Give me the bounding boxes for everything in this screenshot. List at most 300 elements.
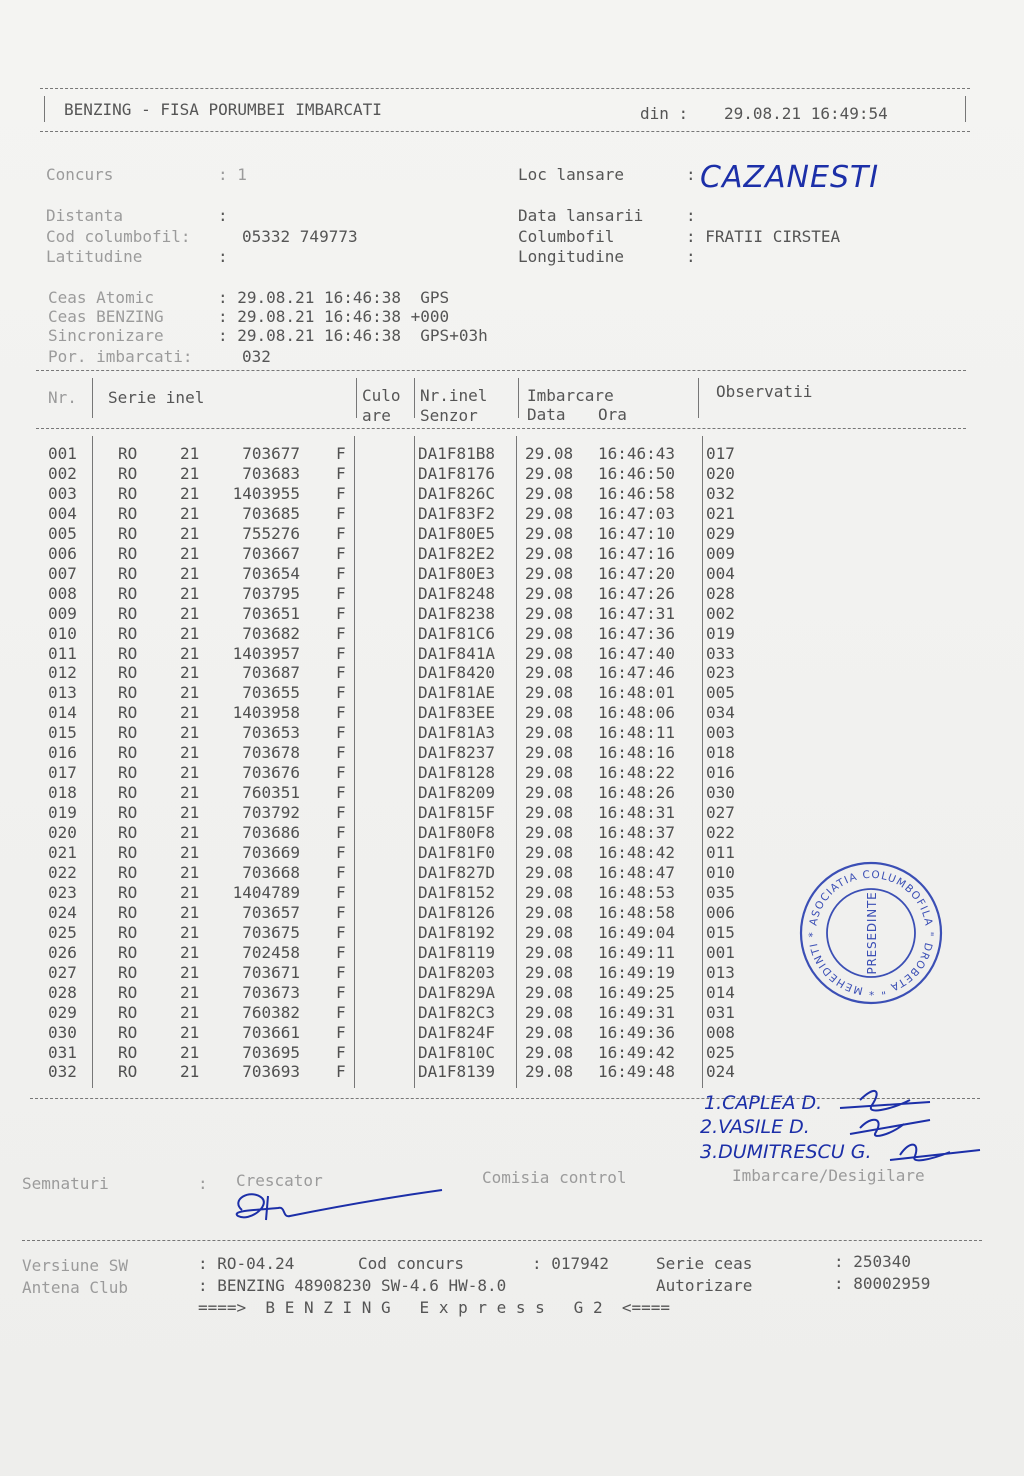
cell-an: 21 (180, 723, 200, 743)
col-header-ora: Ora (598, 405, 627, 424)
commission-member-3: 3.DUMITRESCU G. (700, 1141, 872, 1163)
cell-nr: 001 (48, 444, 77, 463)
cell-inel: 703792 (242, 803, 300, 823)
cell-nr: 011 (48, 643, 77, 663)
cell-data: 29.08 (525, 783, 574, 803)
cell-ora: 16:47:16 (598, 543, 676, 563)
cell-tara: RO (118, 523, 138, 543)
cell-nr: 018 (48, 783, 77, 803)
cell-observatii: 015 (706, 922, 735, 942)
cell-an: 21 (180, 743, 200, 763)
cell-observatii: 004 (706, 563, 735, 583)
cod-columbofil-value: 05332 749773 (242, 227, 358, 246)
cell-ora: 16:49:36 (598, 1022, 676, 1042)
cell-inel: 703678 (242, 743, 300, 763)
cell-nr: 005 (48, 523, 77, 543)
cell-nr: 008 (48, 583, 77, 603)
cell-ora: 16:48:01 (598, 683, 676, 703)
cell-inel: 1403957 (232, 643, 300, 663)
cell-inel: 703667 (242, 543, 300, 563)
cell-observatii: 021 (706, 503, 735, 523)
cell-observatii: 033 (706, 643, 735, 663)
cell-inel: 703655 (242, 683, 300, 703)
table-header-rule (36, 428, 966, 429)
cell-an: 21 (180, 483, 200, 503)
cell-inel: 703676 (242, 763, 300, 783)
cell-data: 29.08 (525, 743, 574, 763)
cell-nr: 009 (48, 603, 77, 623)
cell-ora: 16:47:36 (598, 623, 676, 643)
imbarcare-desigilare-label: Imbarcare/Desigilare (732, 1166, 925, 1185)
antena-club-value: : BENZING 48908230 SW-4.6 HW-8.0 (198, 1276, 507, 1295)
cell-nr: 019 (48, 803, 77, 823)
cell-observatii: 006 (706, 902, 735, 922)
sincronizare-label: Sincronizare (48, 326, 164, 345)
col-divider-culoare (414, 378, 415, 418)
din-label: din : (640, 104, 689, 123)
cell-observatii: 023 (706, 663, 735, 683)
cell-nr: 021 (48, 843, 77, 862)
cell-data: 29.08 (525, 843, 574, 862)
cell-inel: 703677 (242, 444, 300, 463)
cell-an: 21 (180, 623, 200, 643)
cell-tara: RO (118, 1062, 138, 1082)
cell-nr: 016 (48, 743, 77, 763)
cell-observatii: 009 (706, 543, 735, 563)
cell-inel: 1404789 (232, 882, 300, 902)
cell-nr: 022 (48, 862, 77, 882)
semnaturi-colon: : (198, 1174, 208, 1193)
cell-senzor: DA1F8203 (418, 962, 496, 982)
cell-nr: 017 (48, 763, 77, 783)
cell-tara: RO (118, 603, 138, 623)
crescator-signature (220, 1180, 460, 1240)
cell-an: 21 (180, 763, 200, 783)
cell-an: 21 (180, 523, 200, 543)
cell-an: 21 (180, 783, 200, 803)
cell-data: 29.08 (525, 483, 574, 503)
cell-sex: F (336, 543, 346, 563)
cell-data: 29.08 (525, 444, 574, 463)
cell-observatii: 005 (706, 683, 735, 703)
cell-observatii: 019 (706, 623, 735, 643)
cell-tara: RO (118, 444, 138, 463)
cell-inel: 760351 (242, 783, 300, 803)
cell-sex: F (336, 683, 346, 703)
cell-ora: 16:48:22 (598, 763, 676, 783)
cell-an: 21 (180, 643, 200, 663)
cell-nr: 006 (48, 543, 77, 563)
antena-club-label: Antena Club (22, 1278, 128, 1297)
cell-nr: 013 (48, 683, 77, 703)
cell-inel: 703693 (242, 1062, 300, 1082)
cell-an: 21 (180, 1062, 200, 1082)
cell-sex: F (336, 583, 346, 603)
cell-senzor: DA1F815F (418, 803, 496, 823)
cell-senzor: DA1F81A3 (418, 723, 496, 743)
cell-data: 29.08 (525, 1062, 574, 1082)
cell-nr: 028 (48, 982, 77, 1002)
cell-inel: 703673 (242, 982, 300, 1002)
cell-ora: 16:47:10 (598, 523, 676, 543)
cell-ora: 16:47:20 (598, 563, 676, 583)
cell-sex: F (336, 942, 346, 962)
cell-senzor: DA1F8126 (418, 902, 496, 922)
cell-an: 21 (180, 503, 200, 523)
cell-sex: F (336, 902, 346, 922)
cell-ora: 16:47:46 (598, 663, 676, 683)
cell-inel: 703795 (242, 583, 300, 603)
cell-senzor: DA1F829A (418, 982, 496, 1002)
cell-senzor: DA1F8119 (418, 942, 496, 962)
cell-an: 21 (180, 663, 200, 683)
header-left-edge (44, 96, 45, 122)
cell-an: 21 (180, 862, 200, 882)
cell-ora: 16:47:31 (598, 603, 676, 623)
cell-senzor: DA1F8139 (418, 1062, 496, 1082)
col-header-culoare-2: are (362, 406, 391, 425)
cell-sex: F (336, 783, 346, 803)
cell-senzor: DA1F841A (418, 643, 496, 663)
col-header-culoare-1: Culo (362, 386, 401, 405)
body-divider-senzor (516, 436, 517, 1088)
cell-observatii: 025 (706, 1042, 735, 1062)
cell-sex: F (336, 523, 346, 543)
cell-observatii: 014 (706, 982, 735, 1002)
cell-ora: 16:46:50 (598, 463, 676, 483)
cell-sex: F (336, 663, 346, 683)
cell-observatii: 031 (706, 1002, 735, 1022)
crescator-label: Crescator (236, 1171, 323, 1190)
cell-data: 29.08 (525, 563, 574, 583)
cell-tara: RO (118, 922, 138, 942)
commission-member-1: 1.CAPLEA D. (704, 1092, 823, 1114)
cell-data: 29.08 (525, 543, 574, 563)
cell-inel: 1403955 (232, 483, 300, 503)
cell-data: 29.08 (525, 623, 574, 643)
cell-nr: 007 (48, 563, 77, 583)
document-title: BENZING - FISA PORUMBEI IMBARCATI (64, 100, 382, 119)
cell-senzor: DA1F81B8 (418, 444, 496, 463)
cell-an: 21 (180, 982, 200, 1002)
cell-senzor: DA1F8420 (418, 663, 496, 683)
cell-observatii: 020 (706, 463, 735, 483)
col-header-observatii: Observatii (716, 382, 813, 401)
cell-ora: 16:48:58 (598, 902, 676, 922)
cell-inel: 703675 (242, 922, 300, 942)
cell-inel: 703682 (242, 623, 300, 643)
cell-an: 21 (180, 902, 200, 922)
cell-tara: RO (118, 663, 138, 683)
cell-tara: RO (118, 703, 138, 723)
cell-an: 21 (180, 882, 200, 902)
cell-observatii: 016 (706, 763, 735, 783)
cell-observatii: 024 (706, 1062, 735, 1082)
commission-member-2: 2.VASILE D. (700, 1116, 810, 1138)
cell-observatii: 032 (706, 483, 735, 503)
cell-senzor: DA1F824F (418, 1022, 496, 1042)
cell-inel: 1403958 (232, 703, 300, 723)
data-lansarii-value: : (686, 206, 696, 225)
cell-sex: F (336, 483, 346, 503)
sincronizare-value: : 29.08.21 16:46:38 GPS+03h (218, 326, 488, 345)
cell-ora: 16:49:11 (598, 942, 676, 962)
cell-senzor: DA1F82E2 (418, 543, 496, 563)
cell-an: 21 (180, 603, 200, 623)
cell-tara: RO (118, 1042, 138, 1062)
cell-tara: RO (118, 623, 138, 643)
cell-ora: 16:49:04 (598, 922, 676, 942)
cell-inel: 703661 (242, 1022, 300, 1042)
cell-inel: 703686 (242, 823, 300, 843)
cell-ora: 16:46:58 (598, 483, 676, 503)
cell-senzor: DA1F810C (418, 1042, 496, 1062)
cell-senzor: DA1F81F0 (418, 843, 496, 862)
cell-inel: 703668 (242, 862, 300, 882)
cell-nr: 003 (48, 483, 77, 503)
autorizare-label: Autorizare (656, 1276, 753, 1295)
cell-data: 29.08 (525, 882, 574, 902)
cell-tara: RO (118, 643, 138, 663)
cell-tara: RO (118, 543, 138, 563)
cell-senzor: DA1F82C3 (418, 1002, 496, 1022)
cell-ora: 16:48:47 (598, 862, 676, 882)
col-header-nr-inel: Nr.inel (420, 386, 488, 405)
cell-senzor: DA1F8248 (418, 583, 496, 603)
col-divider-imbarcare (698, 378, 699, 418)
cell-observatii: 029 (706, 523, 735, 543)
cell-senzor: DA1F8192 (418, 922, 496, 942)
cell-tara: RO (118, 1022, 138, 1042)
cell-ora: 16:48:53 (598, 882, 676, 902)
cell-observatii: 034 (706, 703, 735, 723)
header-top-rule (40, 88, 970, 89)
cell-inel: 703651 (242, 603, 300, 623)
cell-ora: 16:46:43 (598, 444, 676, 463)
concurs-value: : 1 (218, 165, 247, 184)
col-divider-senzor (518, 378, 519, 418)
latitudine-label: Latitudine (46, 247, 143, 266)
cell-inel: 703671 (242, 962, 300, 982)
cell-observatii: 028 (706, 583, 735, 603)
col-header-imbarcare: Imbarcare (527, 386, 614, 405)
cell-nr: 025 (48, 922, 77, 942)
cell-senzor: DA1F8176 (418, 463, 496, 483)
table-top-rule (36, 370, 966, 371)
cell-ora: 16:48:31 (598, 803, 676, 823)
cell-ora: 16:49:25 (598, 982, 676, 1002)
footer-top-rule (22, 1240, 982, 1241)
cell-nr: 030 (48, 1022, 77, 1042)
cell-data: 29.08 (525, 723, 574, 743)
cell-observatii: 010 (706, 862, 735, 882)
cell-nr: 029 (48, 1002, 77, 1022)
cell-data: 29.08 (525, 962, 574, 982)
cell-sex: F (336, 603, 346, 623)
benzing-express-banner: ====> B E N Z I N G E x p r e s s G 2 <==== (198, 1298, 671, 1317)
cell-observatii: 001 (706, 942, 735, 962)
cell-sex: F (336, 823, 346, 843)
cell-data: 29.08 (525, 603, 574, 623)
cell-nr: 010 (48, 623, 77, 643)
stamp-left-text: ASOCIATIA COLUMBOFILA (807, 868, 935, 928)
cell-sex: F (336, 843, 346, 862)
cell-data: 29.08 (525, 523, 574, 543)
col-header-nr: Nr. (48, 388, 77, 407)
cell-tara: RO (118, 843, 138, 862)
cell-ora: 16:49:19 (598, 962, 676, 982)
cell-inel: 703683 (242, 463, 300, 483)
cell-an: 21 (180, 922, 200, 942)
cell-nr: 032 (48, 1062, 77, 1082)
cell-nr: 020 (48, 823, 77, 843)
cell-senzor: DA1F8209 (418, 783, 496, 803)
cell-data: 29.08 (525, 683, 574, 703)
cell-ora: 16:48:16 (598, 743, 676, 763)
cell-nr: 026 (48, 942, 77, 962)
cell-inel: 703654 (242, 563, 300, 583)
versiune-sw-value: : RO-04.24 (198, 1254, 295, 1273)
cell-nr: 024 (48, 902, 77, 922)
commission-signatures (820, 1080, 990, 1170)
cell-data: 29.08 (525, 1002, 574, 1022)
cell-inel: 703657 (242, 902, 300, 922)
col-divider-serie (356, 378, 357, 418)
cell-ora: 16:48:26 (598, 783, 676, 803)
cell-senzor: DA1F83EE (418, 703, 496, 723)
cell-ora: 16:48:11 (598, 723, 676, 743)
cell-sex: F (336, 1042, 346, 1062)
stamp-top-text: DROBETA (887, 941, 935, 994)
distanta-value: : (218, 206, 228, 225)
cell-tara: RO (118, 823, 138, 843)
cell-tara: RO (118, 743, 138, 763)
stamp-center-text: PRESEDINTE (865, 891, 879, 975)
longitudine-value: : (686, 247, 696, 266)
cell-ora: 16:49:31 (598, 1002, 676, 1022)
cell-nr: 002 (48, 463, 77, 483)
cell-tara: RO (118, 683, 138, 703)
serie-ceas-value: : 250340 (834, 1252, 912, 1271)
cell-senzor: DA1F8152 (418, 882, 496, 902)
cell-tara: RO (118, 862, 138, 882)
cell-sex: F (336, 1002, 346, 1022)
cell-observatii: 011 (706, 843, 735, 862)
semnaturi-label: Semnaturi (22, 1174, 109, 1193)
cell-data: 29.08 (525, 663, 574, 683)
cell-sex: F (336, 962, 346, 982)
cell-nr: 015 (48, 723, 77, 743)
cell-sex: F (336, 643, 346, 663)
cell-nr: 027 (48, 962, 77, 982)
cell-data: 29.08 (525, 583, 574, 603)
cell-sex: F (336, 503, 346, 523)
cell-nr: 012 (48, 663, 77, 683)
cell-tara: RO (118, 783, 138, 803)
distanta-label: Distanta (46, 206, 124, 225)
porumbei-imbarcati-value: 032 (242, 347, 271, 366)
cell-an: 21 (180, 843, 200, 862)
header-right-edge (965, 96, 966, 122)
cell-ora: 16:48:42 (598, 843, 676, 862)
autorizare-value: : 80002959 (834, 1274, 931, 1293)
cell-data: 29.08 (525, 803, 574, 823)
concurs-label: Concurs (46, 165, 114, 184)
cell-senzor: DA1F8238 (418, 603, 496, 623)
longitudine-label: Longitudine (518, 247, 624, 266)
cell-inel: 703687 (242, 663, 300, 683)
cell-data: 29.08 (525, 862, 574, 882)
cell-tara: RO (118, 583, 138, 603)
cell-observatii: 022 (706, 823, 735, 843)
cell-an: 21 (180, 543, 200, 563)
cell-an: 21 (180, 583, 200, 603)
cod-concurs-label: Cod concurs (358, 1254, 464, 1273)
cell-inel: 760382 (242, 1002, 300, 1022)
ceas-benzing-label: Ceas BENZING (48, 307, 164, 326)
cell-data: 29.08 (525, 1022, 574, 1042)
cell-senzor: DA1F83F2 (418, 503, 496, 523)
cell-an: 21 (180, 563, 200, 583)
col-header-serie-inel: Serie inel (108, 388, 205, 407)
cell-data: 29.08 (525, 982, 574, 1002)
cell-an: 21 (180, 1042, 200, 1062)
body-divider-serie (354, 436, 355, 1088)
cell-data: 29.08 (525, 643, 574, 663)
cell-data: 29.08 (525, 463, 574, 483)
cell-sex: F (336, 623, 346, 643)
cell-sex: F (336, 463, 346, 483)
cell-nr: 004 (48, 503, 77, 523)
cell-data: 29.08 (525, 503, 574, 523)
cell-senzor: DA1F8128 (418, 763, 496, 783)
cell-observatii: 035 (706, 882, 735, 902)
cell-data: 29.08 (525, 902, 574, 922)
cell-tara: RO (118, 463, 138, 483)
columbofil-value: : FRATII CIRSTEA (686, 227, 841, 246)
din-value: 29.08.21 16:49:54 (724, 104, 888, 123)
cell-an: 21 (180, 1002, 200, 1022)
cell-senzor: DA1F8237 (418, 743, 496, 763)
cell-data: 29.08 (525, 922, 574, 942)
cell-sex: F (336, 763, 346, 783)
cell-nr: 023 (48, 882, 77, 902)
cell-an: 21 (180, 962, 200, 982)
cell-data: 29.08 (525, 1042, 574, 1062)
cell-tara: RO (118, 503, 138, 523)
latitudine-value: : (218, 247, 228, 266)
club-stamp (796, 858, 946, 1008)
cell-data: 29.08 (525, 763, 574, 783)
cell-sex: F (336, 862, 346, 882)
cell-inel: 703685 (242, 503, 300, 523)
cell-data: 29.08 (525, 823, 574, 843)
col-header-data: Data (527, 405, 566, 424)
cod-concurs-value: : 017942 (532, 1254, 610, 1273)
stamp-right-text: MEHEDINTI (807, 941, 864, 997)
cell-tara: RO (118, 942, 138, 962)
versiune-sw-label: Versiune SW (22, 1256, 128, 1275)
cell-observatii: 017 (706, 444, 735, 463)
cell-observatii: 013 (706, 962, 735, 982)
cell-senzor: DA1F80F8 (418, 823, 496, 843)
cell-sex: F (336, 922, 346, 942)
cell-an: 21 (180, 942, 200, 962)
cell-tara: RO (118, 902, 138, 922)
porumbei-imbarcati-label: Por. imbarcati: (48, 347, 193, 366)
loc-lansare-handwritten: CAZANESTI (700, 160, 880, 195)
cell-observatii: 002 (706, 603, 735, 623)
